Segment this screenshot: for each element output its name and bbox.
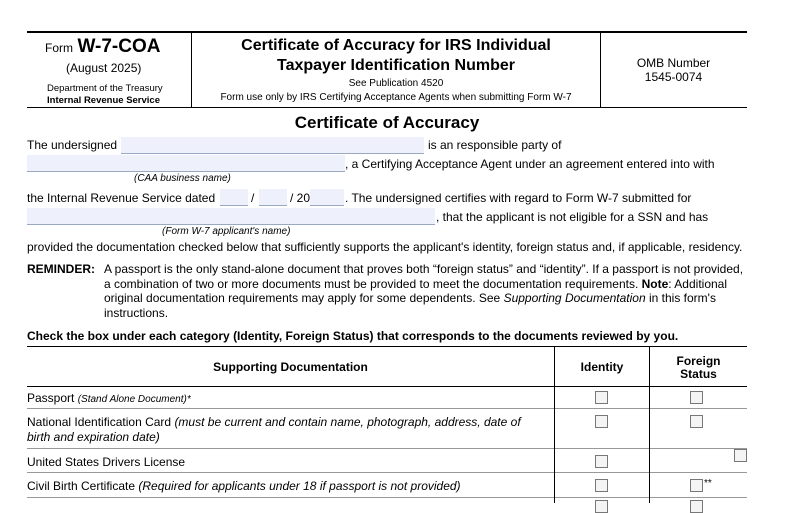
reminder-line-3-after: in this form's — [645, 291, 716, 305]
col-header-foreign-1: Foreign — [676, 354, 721, 368]
birth-cert-foreign-status-checkbox[interactable] — [690, 479, 703, 492]
irs-dated-text: the Internal Revenue Service dated — [27, 191, 216, 205]
row-name: Civil Birth Certificate — [27, 479, 136, 493]
header-top-rule — [27, 31, 747, 33]
responsible-party-text: is an responsible party of — [428, 138, 562, 152]
applicant-name-label: (Form W-7 applicant's name) — [162, 226, 291, 237]
department: Department of the Treasury — [47, 83, 163, 94]
reminder-line-3-text: original documentation requirements may apply for some dependents. See — [104, 291, 504, 305]
row-note-continued: birth and expiration date) — [27, 430, 160, 444]
col-header-supporting-doc: Supporting Documentation — [213, 360, 368, 374]
reminder-text — [104, 262, 754, 320]
next-row-foreign-status-checkbox[interactable] — [690, 500, 703, 513]
col-header-identity: Identity — [580, 360, 624, 374]
form-date: (August 2025) — [66, 61, 142, 75]
row-rule-4 — [27, 497, 747, 498]
header-bottom-rule — [27, 107, 747, 108]
caa-business-name-label: (CAA business name) — [134, 173, 231, 184]
passport-foreign-status-checkbox[interactable] — [690, 391, 703, 404]
row-rule-1 — [27, 408, 747, 409]
form-title-line1: Certificate of Accuracy for IRS Individual — [241, 37, 551, 54]
note-label: Note — [641, 276, 669, 291]
date-slash-2: / 20 — [290, 191, 311, 205]
form-number: W-7-COA — [77, 36, 161, 57]
table-top-rule — [27, 346, 747, 347]
col-header-foreign-2: Status — [680, 367, 717, 381]
row-note: (must be current and contain name, photograph, address, date of — [174, 415, 521, 429]
provided-documentation-text: provided the documentation checked below that sufficiently supports the applicant's identity, foreign status and, if applicable, residency. — [27, 240, 743, 254]
caa-business-name-field[interactable] — [27, 155, 345, 172]
not-eligible-text: , that the applicant is not eligible for a SSN and has — [436, 210, 709, 224]
drivers-license-identity-checkbox[interactable] — [595, 455, 608, 468]
omb-label: OMB Number — [636, 56, 711, 70]
applicant-name-field[interactable] — [27, 208, 435, 225]
table-row-birth-certificate — [27, 479, 461, 493]
form-prefix: Form — [45, 41, 73, 55]
undersigned-label: The undersigned — [27, 138, 118, 152]
reminder-line-1: A passport is the only stand-alone document that proves both “foreign status” and “identity”. If a passport is not provided, — [104, 262, 744, 276]
national-id-identity-checkbox[interactable] — [595, 415, 608, 428]
agreement-day-field[interactable] — [259, 189, 287, 206]
row-rule-2 — [27, 448, 747, 449]
row-note: (Stand Alone Document)* — [77, 394, 191, 405]
table-row-drivers-license — [27, 455, 185, 469]
table-row-national-id — [27, 415, 521, 429]
reminder-line-2-text: a combination of two or more documents must be provided to meet the documentation requirements. — [104, 276, 639, 291]
table-header-rule — [27, 386, 747, 387]
reminder-line-3 — [104, 291, 754, 306]
omb-number: 1545-0074 — [644, 70, 703, 84]
drivers-license-extra-checkbox[interactable] — [734, 449, 747, 462]
agreement-month-field[interactable] — [220, 189, 248, 206]
see-publication: See Publication 4520 — [348, 78, 444, 89]
check-instruction: Check the box under each category (Identity, Foreign Status) that corresponds to the documents reviewed by you. — [27, 329, 679, 343]
row-name: National Identification Card — [27, 415, 172, 429]
form-title-line2: Taxpayer Identification Number — [277, 57, 515, 74]
form-number-block — [45, 36, 160, 58]
reminder-line-2-after: : Additional — [668, 276, 728, 291]
row-rule-3 — [27, 472, 747, 473]
agency: Internal Revenue Service — [47, 95, 160, 106]
reminder-line-4: instructions. — [104, 305, 169, 320]
undersigned-name-field[interactable] — [121, 137, 424, 154]
agreement-year-field[interactable] — [310, 189, 344, 206]
table-row-passport — [27, 391, 191, 405]
next-row-identity-checkbox[interactable] — [595, 500, 608, 513]
row-name: Passport — [27, 391, 75, 405]
row-note: (Required for applicants under 18 if passport is not provided) — [138, 479, 461, 493]
supporting-doc-ref: Supporting Documentation — [503, 291, 646, 305]
section-title: Certificate of Accuracy — [294, 113, 480, 132]
form-use-note: Form use only by IRS Certifying Acceptance Agents when submitting Form W-7 — [220, 92, 572, 103]
birth-cert-foreign-footnote-mark: ** — [704, 478, 712, 489]
caa-agreement-text: , a Certifying Acceptance Agent under an agreement entered into with — [345, 157, 715, 171]
national-id-foreign-status-checkbox[interactable] — [690, 415, 703, 428]
passport-identity-checkbox[interactable] — [595, 391, 608, 404]
reminder-line-2 — [104, 277, 754, 292]
date-slash-1: / — [251, 191, 255, 205]
certifies-text: . The undersigned certifies with regard to Form W-7 submitted for — [345, 191, 692, 205]
birth-cert-identity-checkbox[interactable] — [595, 479, 608, 492]
reminder-label: REMINDER: — [27, 262, 95, 276]
row-name: United States Drivers License — [27, 455, 186, 469]
